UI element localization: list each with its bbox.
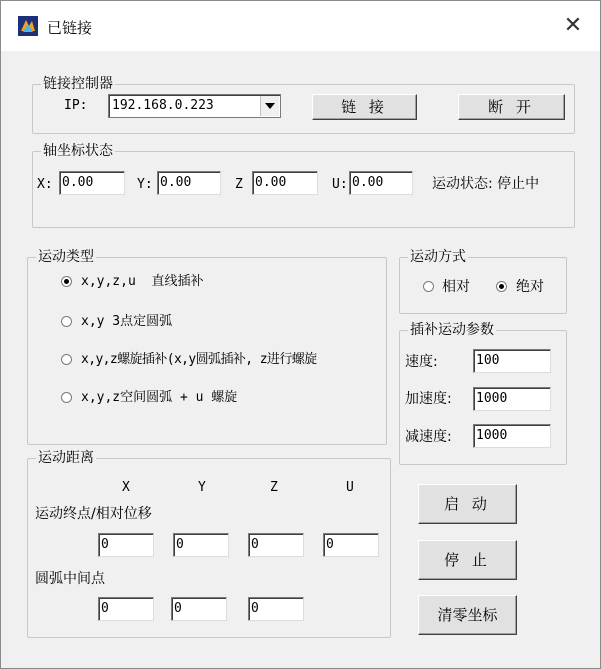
endpoint-x-field[interactable]: 0 [98, 533, 154, 557]
column-header-z: Z [270, 480, 278, 495]
ip-value: 192.168.0.223 [112, 98, 214, 113]
z-axis-field[interactable]: 0.00 [252, 171, 318, 195]
x-axis-label: X: [37, 177, 53, 192]
start-button[interactable]: 启 动 [418, 484, 517, 524]
option-label: x,y 3点定圆弧 [81, 314, 173, 329]
mid-x-field[interactable]: 0 [98, 597, 154, 621]
stop-button[interactable]: 停 止 [418, 540, 517, 580]
radio-button[interactable] [496, 281, 507, 292]
option-label: x,y,z,u 直线插补 [81, 274, 204, 289]
radio-button[interactable] [61, 276, 72, 287]
u-axis-field[interactable]: 0.00 [349, 171, 413, 195]
x-axis-field[interactable]: 0.00 [59, 171, 125, 195]
decel-label: 减速度: [405, 429, 452, 445]
u-axis-label: U: [332, 177, 348, 192]
accel-label: 加速度: [405, 391, 452, 407]
mid-y-field[interactable]: 0 [171, 597, 227, 621]
motion-status-text: 运动状态: 停止中 [432, 176, 540, 192]
mid-z-field[interactable]: 0 [248, 597, 304, 621]
speed-field[interactable]: 100 [473, 349, 551, 373]
endpoint-z-field[interactable]: 0 [248, 533, 304, 557]
motion-type-legend: 运动类型 [38, 249, 94, 265]
interp-params-legend: 插补运动参数 [410, 322, 494, 338]
endpoint-label: 运动终点/相对位移 [35, 506, 152, 522]
y-axis-label: Y: [137, 177, 153, 192]
y-axis-field[interactable]: 0.00 [157, 171, 221, 195]
speed-label: 速度: [405, 354, 438, 370]
absolute-label: 绝对 [516, 279, 544, 295]
close-icon[interactable]: ✕ [563, 13, 583, 38]
radio-button[interactable] [423, 281, 434, 292]
mid-point-label: 圆弧中间点 [35, 571, 105, 587]
ip-combobox[interactable] [108, 94, 281, 118]
endpoint-u-field[interactable]: 0 [323, 533, 379, 557]
connect-button[interactable]: 链 接 [312, 94, 417, 120]
radio-button[interactable] [61, 354, 72, 365]
relative-label: 相对 [442, 279, 470, 295]
option-label: x,y,z空间圆弧 + u 螺旋 [81, 390, 238, 405]
motion-mode-legend: 运动方式 [410, 249, 466, 265]
decel-field[interactable]: 1000 [473, 424, 551, 448]
clear-coordinates-button[interactable]: 清零坐标 [418, 595, 517, 635]
chevron-down-icon[interactable] [260, 96, 279, 116]
z-axis-label: Z [235, 177, 243, 192]
column-header-x: X [122, 480, 130, 495]
radio-button[interactable] [61, 316, 72, 327]
window-title: 已链接 [47, 19, 93, 37]
accel-field[interactable]: 1000 [473, 387, 551, 411]
radio-button[interactable] [61, 392, 72, 403]
endpoint-y-field[interactable]: 0 [173, 533, 229, 557]
connect-legend: 链接控制器 [43, 76, 113, 92]
option-label: x,y,z螺旋插补(x,y圆弧插补, z进行螺旋 [81, 352, 317, 367]
axis-state-legend: 轴坐标状态 [43, 143, 113, 159]
app-icon [18, 16, 38, 36]
distance-legend: 运动距离 [38, 450, 94, 466]
column-header-u: U [346, 480, 354, 495]
column-header-y: Y [198, 480, 206, 495]
disconnect-button[interactable]: 断 开 [458, 94, 565, 120]
ip-label: IP: [64, 98, 88, 113]
title-bar [1, 1, 600, 51]
